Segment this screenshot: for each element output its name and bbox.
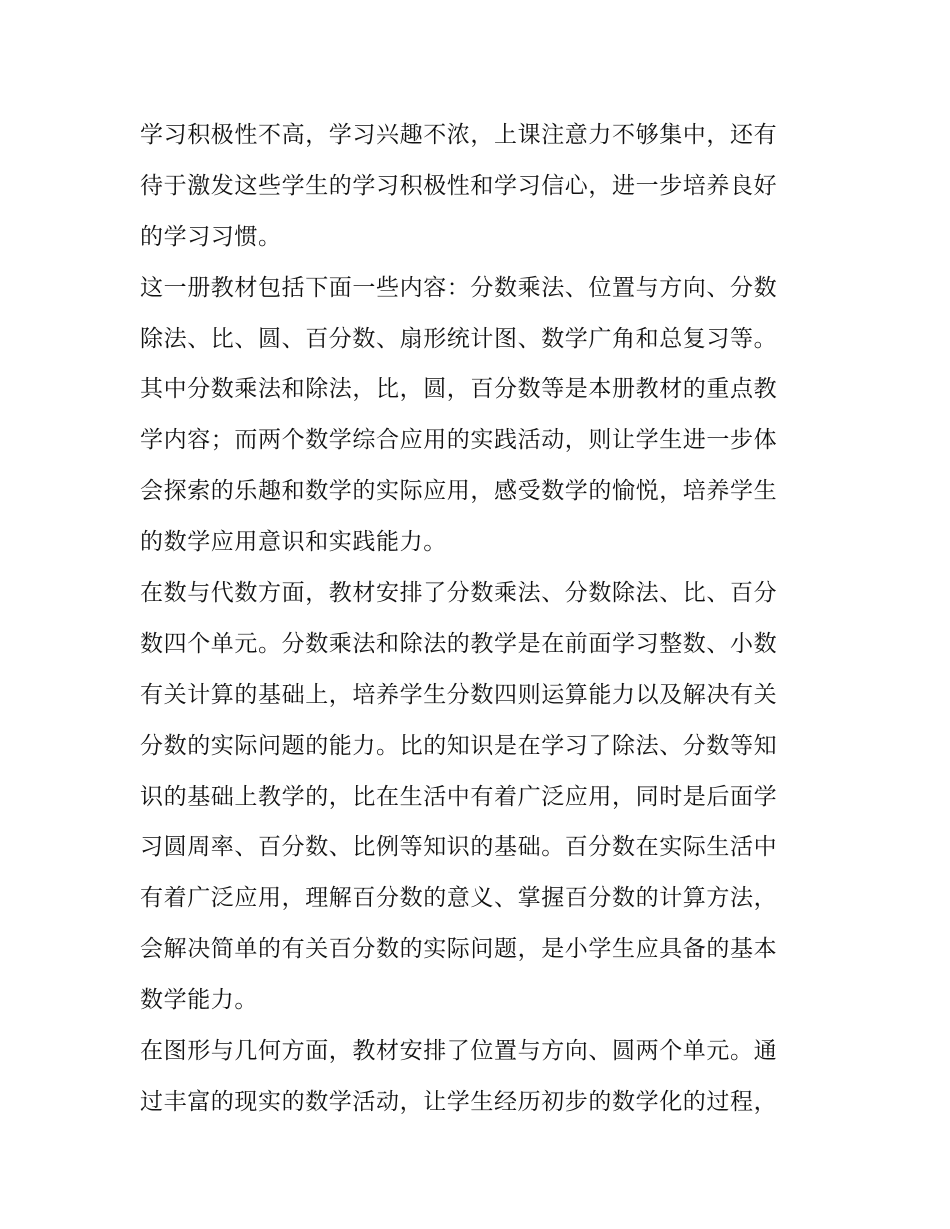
text-line: 在数与代数方面，教材安排了分数乘法、分数除法、比、百分: [140, 580, 778, 607]
text-line: 过丰富的现实的数学活动，让学生经历初步的数学化的过程，: [140, 1088, 778, 1115]
text-line: 学内容；而两个数学综合应用的实践活动，则让学生进一步体: [140, 427, 778, 454]
text-line: 识的基础上教学的，比在生活中有着广泛应用，同时是后面学: [140, 783, 778, 810]
text-line: 除法、比、圆、百分数、扇形统计图、数学广角和总复习等。: [140, 325, 778, 352]
text-line: 有着广泛应用，理解百分数的意义、掌握百分数的计算方法，: [140, 885, 778, 912]
text-line: 数四个单元。分数乘法和除法的教学是在前面学习整数、小数: [140, 630, 778, 657]
text-line: 学习积极性不高，学习兴趣不浓，上课注意力不够集中，还有: [140, 122, 778, 148]
text-line: 其中分数乘法和除法，比，圆，百分数等是本册教材的重点教: [140, 376, 778, 403]
body-text: [140, 110, 820, 1128]
text-line: 会探索的乐趣和数学的实际应用，感受数学的愉悦，培养学生: [140, 478, 778, 505]
text-line: 有关计算的基础上，培养学生分数四则运算能力以及解决有关: [140, 681, 778, 708]
text-line: 分数的实际问题的能力。比的知识是在学习了除法、分数等知: [140, 732, 778, 759]
text-line: 会解决简单的有关百分数的实际问题，是小学生应具备的基本: [140, 936, 778, 963]
text-line: 这一册教材包括下面一些内容：分数乘法、位置与方向、分数: [140, 274, 778, 301]
text-line: 在图形与几何方面，教材安排了位置与方向、圆两个单元。通: [140, 1038, 778, 1065]
text-line: 的学习习惯。: [140, 223, 282, 250]
text-line: 习圆周率、百分数、比例等知识的基础。百分数在实际生活中: [140, 834, 778, 861]
text-line: 数学能力。: [140, 987, 258, 1014]
text-line: 的数学应用意识和实践能力。: [140, 529, 447, 556]
text-line: 待于激发这些学生的学习积极性和学习信心，进一步培养良好: [140, 172, 778, 199]
